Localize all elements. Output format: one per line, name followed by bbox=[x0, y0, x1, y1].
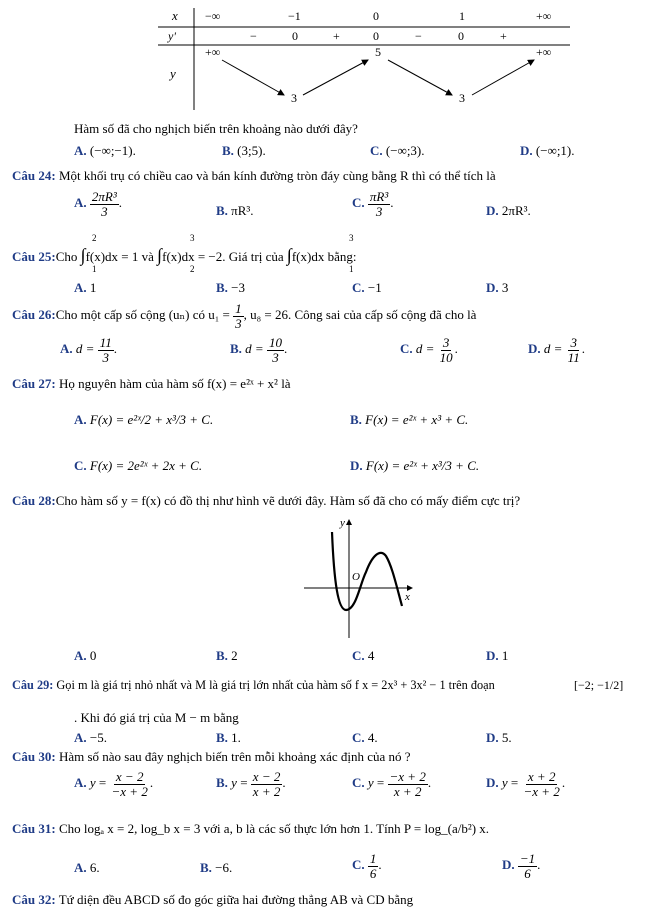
q31-option-c: C. $\frac{1}{6}$ . bbox=[352, 851, 382, 881]
q25-bound: 3 bbox=[349, 233, 354, 243]
q27-option-b: B. F(x) = e²ˣ + x³ + C. bbox=[350, 412, 469, 427]
q25-bound: 1 bbox=[92, 264, 97, 274]
q25-bound: 2 bbox=[92, 233, 97, 243]
table-sign: − bbox=[415, 29, 422, 43]
q26-option-b: B. d = $\frac{10}{3}$ . bbox=[230, 335, 288, 365]
table-x-val: −1 bbox=[288, 9, 301, 23]
q29-stem: Câu 29: Gọi m là giá trị nhỏ nhất và M là giá trị lớn nhất của hàm số f x = 2x³ + 3x² − 1 trên đoạn bbox=[12, 678, 495, 692]
q30-stem: Câu 30: Hàm số nào sau đây nghịch biến trên mỗi khoảng xác định của nó ? bbox=[12, 749, 411, 764]
q30-option-c: C. y = $\frac{-x + 2}{x + 2}$ . bbox=[352, 769, 432, 799]
q27-stem: Câu 27: Họ nguyên hàm của hàm số f(x) = e²ˣ + x² là bbox=[12, 376, 291, 391]
table-y-val: +∞ bbox=[205, 45, 221, 59]
q27-option-a: A. F(x) = e²ˣ/2 + x³/3 + C. bbox=[74, 412, 214, 427]
q29-option-d: D. 5. bbox=[486, 730, 512, 745]
q25-option-c: C. −1 bbox=[352, 280, 382, 295]
q29-option-a: A. −5. bbox=[74, 730, 107, 745]
q31-option-d: D. $\frac{-1}{6}$ . bbox=[502, 851, 541, 881]
q28-option-b: B. 2 bbox=[216, 648, 238, 663]
q30-option-d: D. y = $\frac{x + 2}{-x + 2}$ . bbox=[486, 769, 566, 799]
table-sign: + bbox=[500, 29, 507, 43]
q26-option-a: A. d = $\frac{11}{3}$ . bbox=[60, 335, 117, 365]
q31-option-b: B. −6. bbox=[200, 860, 233, 875]
q28-graph bbox=[300, 512, 420, 642]
table-sign: 0 bbox=[292, 29, 298, 43]
table-y-header: y bbox=[170, 66, 176, 81]
q23-option-a: A. (−∞;−1). bbox=[74, 143, 136, 158]
q25-stem: Câu 25:Cho ∫f(x)dx = 1 và ∫f(x)dx = −2. Giá trị của ∫f(x)dx bằng: bbox=[12, 245, 357, 265]
q25-bound: 2 bbox=[190, 264, 195, 274]
q29-option-c: C. 4. bbox=[352, 730, 378, 745]
q25-option-a: A. 1 bbox=[74, 280, 97, 295]
arrow-up bbox=[472, 60, 534, 95]
q30-option-a: A. y = $\frac{x - 2}{-x + 2}$ . bbox=[74, 769, 154, 799]
q31-option-a: A. 6. bbox=[74, 860, 100, 875]
table-sign: 0 bbox=[458, 29, 464, 43]
q26-stem: Câu 26:Cho một cấp số cộng (uₙ) có u₁ = $\frac{1}{3}$ , u₈ = 26. Công sai của cấp số cộng đã cho là bbox=[12, 301, 477, 331]
q24-option-d: D. 2πR³. bbox=[486, 203, 531, 218]
table-y-val: +∞ bbox=[536, 45, 552, 59]
q24-option-c: C. $\frac{\text{πR³}}{3}$ . bbox=[352, 189, 394, 219]
q27-option-c: C. F(x) = 2e²ˣ + 2x + C. bbox=[74, 458, 203, 473]
q28-option-a: A. 0 bbox=[74, 648, 97, 663]
table-y-val: 5 bbox=[375, 45, 381, 59]
graph-curve bbox=[332, 532, 402, 610]
table-x-val: −∞ bbox=[205, 9, 221, 23]
q25-option-d: D. 3 bbox=[486, 280, 509, 295]
table-sign: + bbox=[333, 29, 340, 43]
arrow-up bbox=[303, 60, 368, 95]
q28-option-c: C. 4 bbox=[352, 648, 375, 663]
q23-stem: Hàm số đã cho nghịch biến trên khoảng nào dưới đây? bbox=[74, 121, 358, 136]
q29-option-b: B. 1. bbox=[216, 730, 241, 745]
graph-x-label: x bbox=[405, 591, 410, 603]
graph-y-label: y bbox=[340, 517, 345, 529]
arrow-down bbox=[222, 60, 284, 95]
q25-bound: 3 bbox=[190, 233, 195, 243]
q31-stem: Câu 31: Cho logₐ x = 2, log_b x = 3 với a, b là các số thực lớn hơn 1. Tính P = log_(a/b²) x. bbox=[12, 821, 490, 836]
q29-stem2: . Khi đó giá trị của M − m bằng bbox=[74, 710, 239, 725]
table-y-val: 3 bbox=[291, 91, 297, 105]
table-sign: − bbox=[250, 29, 257, 43]
q32-stem: Câu 32: Tứ diện đều ABCD số đo góc giữa hai đường thẳng AB và CD bằng bbox=[12, 892, 414, 907]
q25-bound: 1 bbox=[349, 264, 354, 274]
table-sign: 0 bbox=[373, 29, 379, 43]
table-x-val: 1 bbox=[459, 9, 465, 23]
table-x-val: 0 bbox=[373, 9, 379, 23]
q28-option-d: D. 1 bbox=[486, 648, 509, 663]
q24-option-a: A. $\frac{\text{2πR³}}{3}$ . bbox=[74, 189, 122, 219]
q29-interval: [−2; −1/2] bbox=[574, 678, 624, 692]
table-x-val: +∞ bbox=[536, 9, 552, 23]
table-yprime-header: y' bbox=[168, 29, 176, 43]
arrow-down bbox=[388, 60, 452, 95]
q25-option-b: B. −3 bbox=[216, 280, 246, 295]
table-y-val: 3 bbox=[459, 91, 465, 105]
graph-origin-label: O bbox=[352, 571, 360, 583]
q30-option-b: B. y = $\frac{x - 2}{x + 2}$ . bbox=[216, 769, 286, 799]
q23-option-c: C. (−∞;3). bbox=[370, 143, 425, 158]
q23-option-d: D. (−∞;1). bbox=[520, 143, 575, 158]
table-x-header: x bbox=[172, 8, 178, 23]
q23-option-b: B. (3;5). bbox=[222, 143, 266, 158]
q24-stem: Câu 24: Một khối trụ có chiều cao và bán kính đường tròn đáy cùng bằng R thì có thể tích là bbox=[12, 168, 496, 183]
q24-option-b: B. πR³. bbox=[216, 203, 254, 218]
q26-option-c: C. d = $\frac{3}{10}$ . bbox=[400, 335, 458, 365]
q27-option-d: D. F(x) = e²ˣ + x³/3 + C. bbox=[350, 458, 480, 473]
q26-option-d: D. d = $\frac{3}{11}$ . bbox=[528, 335, 585, 365]
variation-table bbox=[0, 0, 650, 112]
q28-stem: Câu 28:Cho hàm số y = f(x) có đồ thị như hình vẽ dưới đây. Hàm số đã cho có mấy điểm cực trị? bbox=[12, 493, 521, 508]
